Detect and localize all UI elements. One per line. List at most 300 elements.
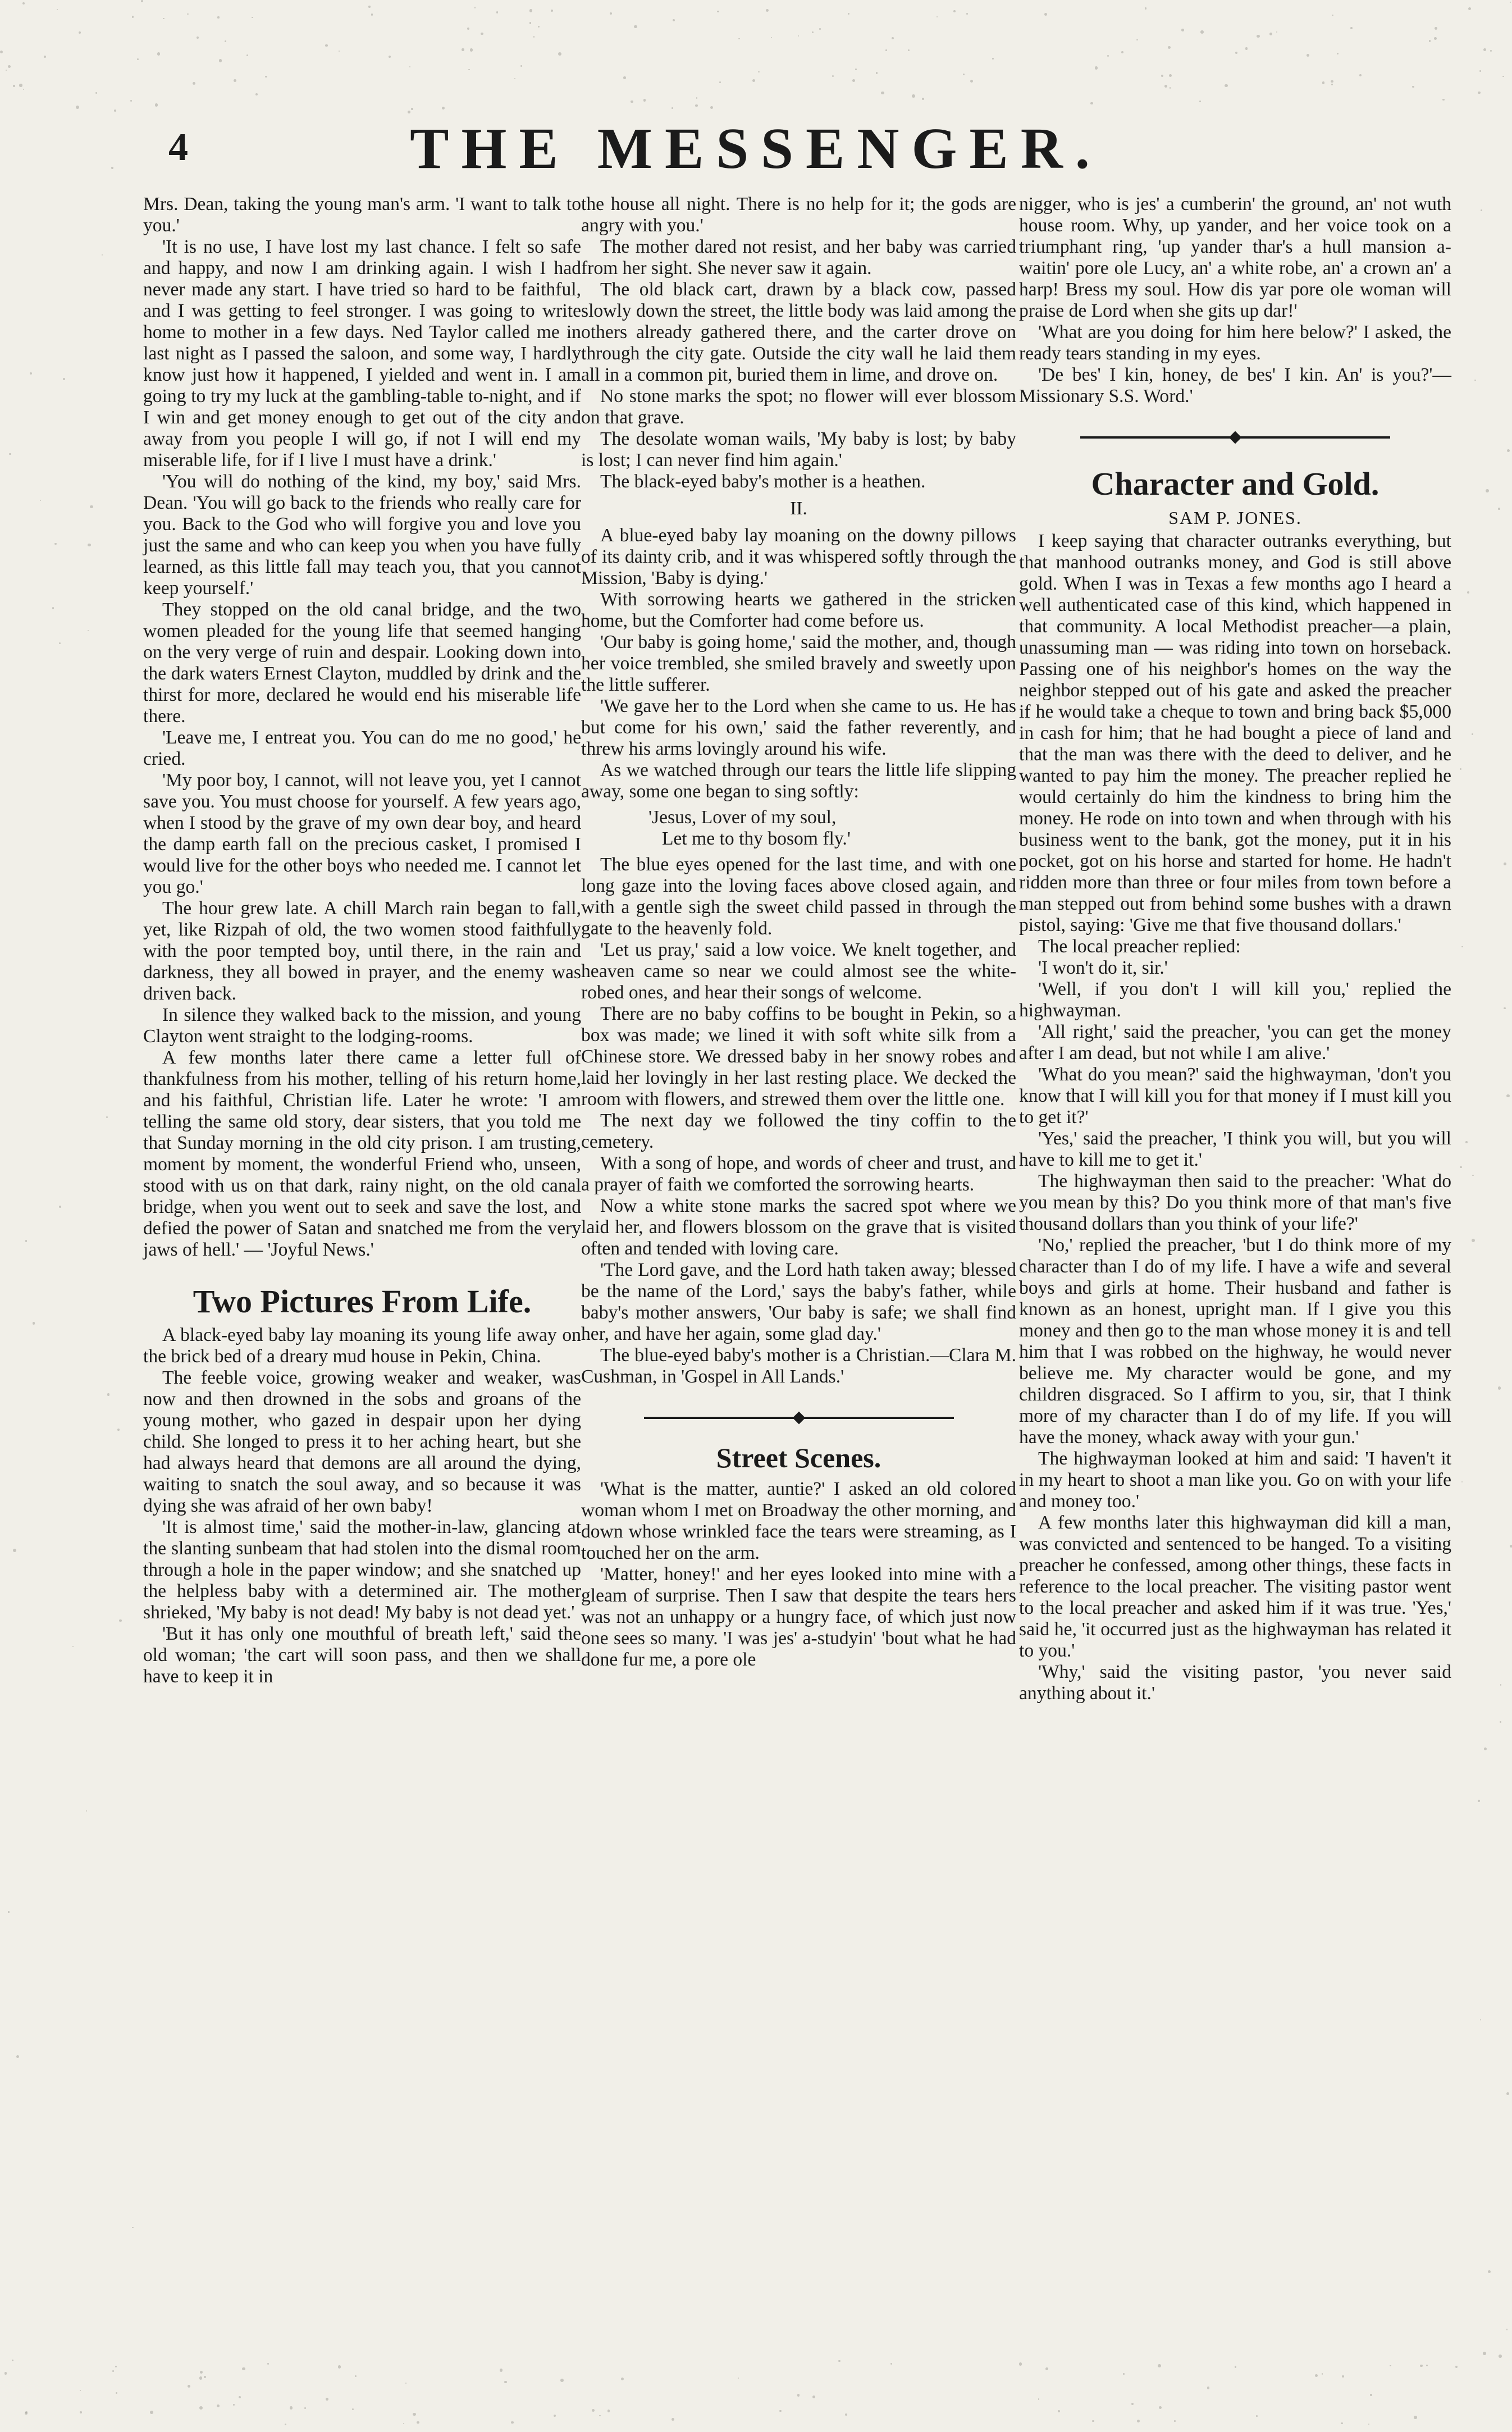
paragraph: The desolate woman wails, 'My baby is lost; by baby is lost; I can never find him again.': [581, 428, 1016, 471]
paper-speck: [1467, 591, 1469, 594]
paper-speck: [592, 2409, 595, 2412]
paper-speck: [514, 78, 515, 79]
paper-speck: [1488, 2270, 1491, 2273]
paper-speck: [1322, 2373, 1323, 2375]
paper-speck: [511, 2421, 514, 2424]
paper-speck: [1502, 76, 1504, 77]
paper-speck: [634, 25, 637, 28]
paper-speck: [25, 1240, 28, 1242]
paper-speck: [233, 2404, 235, 2406]
paper-speck: [163, 18, 164, 19]
paper-speck: [1168, 46, 1171, 49]
paragraph: With sorrowing hearts we gathered in the stricken home, but the Comforter had come before us.: [581, 589, 1016, 631]
paper-speck: [141, 0, 143, 2]
paper-speck: [1504, 1007, 1506, 1010]
paper-speck: [13, 85, 15, 87]
paper-speck: [355, 2375, 357, 2377]
article-heading: Street Scenes.: [716, 1442, 881, 1473]
paper-speck: [157, 52, 160, 55]
masthead: [0, 115, 1512, 199]
paper-speck: [838, 2360, 840, 2362]
paper-speck: [242, 2367, 245, 2370]
paper-speck: [719, 81, 721, 83]
paper-speck: [1472, 733, 1474, 736]
paper-speck: [855, 69, 856, 70]
paper-speck: [1257, 35, 1259, 38]
paragraph: 'The Lord gave, and the Lord hath taken away; blessed be the name of the Lord,' says the baby's father, while baby's mother answers, 'Our baby is safe; we shall find her, and have her again, some glad day.': [581, 1260, 1016, 1344]
paper-speck: [22, 2, 25, 4]
paper-speck: [1472, 1239, 1475, 1242]
paper-speck: [470, 48, 473, 52]
paper-speck: [413, 2413, 415, 2416]
paper-speck: [1045, 2367, 1048, 2370]
paper-speck: [1322, 81, 1325, 84]
paper-speck: [1414, 2416, 1417, 2419]
paper-speck: [111, 167, 113, 169]
paragraph: 'What do you mean?' said the highwayman, 'don't you know that I will kill you for that money if I must kill you to get it?': [1019, 1064, 1451, 1128]
paper-speck: [881, 92, 884, 95]
paper-speck: [1256, 2415, 1258, 2417]
paragraph: 'You will do nothing of the kind, my boy,' said Mrs. Dean. 'You will go back to the friends who really care for you. Back to the God who will forgive you and love you just the same and who can keep you when you have fully learned, as this little fall may teach you, that you cannot keep yourself.': [143, 471, 581, 599]
paper-speck: [442, 107, 445, 109]
paper-speck: [621, 2378, 624, 2380]
paragraph: 'All right,' said the preacher, 'you can get the money after I am dead, but not while I am alive.': [1019, 1021, 1451, 1064]
paper-speck: [1269, 33, 1272, 35]
paper-speck: [1315, 2374, 1318, 2377]
paper-speck: [1412, 86, 1414, 88]
paper-speck: [504, 2381, 506, 2383]
paper-speck: [225, 40, 226, 42]
paper-speck: [1465, 1141, 1468, 1143]
paper-speck: [4, 2372, 7, 2374]
paragraph: 'We gave her to the Lord when she came to us. He has but come for his own,' said the father reverently, and threw his arms lovingly around his wife.: [581, 696, 1016, 759]
paper-speck: [1169, 74, 1172, 77]
paper-speck: [529, 22, 531, 24]
paper-speck: [246, 54, 248, 56]
paper-speck: [529, 9, 533, 12]
paper-speck: [117, 1429, 120, 1431]
paper-speck: [1359, 74, 1362, 76]
paper-speck: [132, 16, 134, 18]
paragraph: The mother dared not resist, and her baby was carried from her sight. She never saw it again.: [581, 236, 1016, 279]
paper-speck: [199, 2376, 202, 2379]
byline: SAM P. JONES.: [1168, 508, 1302, 528]
paper-speck: [86, 1810, 88, 1812]
paper-speck: [1159, 2406, 1162, 2409]
paper-speck: [1136, 39, 1138, 40]
paper-speck: [155, 103, 158, 106]
paper-speck: [845, 2413, 847, 2416]
paper-speck: [819, 28, 821, 30]
paper-speck: [1500, 1684, 1501, 1685]
paper-speck: [607, 2410, 610, 2412]
paper-speck: [1161, 75, 1163, 77]
article-heading: Two Pictures From Life.: [193, 1283, 532, 1320]
paper-speck: [1510, 1545, 1512, 1548]
paper-speck: [908, 49, 910, 52]
paragraph: They stopped on the old canal bridge, and the two women pleaded for the young life that seemed hanging on the very verge of ruin and despair. Looking down into the dark waters Ernest Clayton, muddled by drink and the thirst for more, declared he would end his miserable life there.: [143, 599, 581, 727]
paper-speck: [150, 2411, 153, 2414]
paragraph: 'Our baby is going home,' said the mother, and, though her voice trembled, she smiled bravely and sweetly upon the little sufferer.: [581, 632, 1016, 695]
paper-speck: [1478, 92, 1480, 94]
paper-speck: [1478, 1800, 1480, 1802]
paper-speck: [79, 31, 81, 34]
paper-speck: [187, 13, 189, 15]
paper-speck: [6, 70, 7, 71]
column-3: [1019, 194, 1451, 1704]
paper-speck: [13, 1549, 16, 1552]
paper-speck: [33, 1322, 35, 1325]
paragraph: The next day we followed the tiny coffin to the cemetery.: [581, 1110, 1016, 1152]
paragraph: 'But it has only one mouthful of breath left,' said the old woman; 'the cart will soon pass, and then we shall have to keep it in: [143, 1623, 581, 1687]
paper-speck: [673, 19, 675, 21]
paper-speck: [1331, 84, 1333, 85]
paragraph: A blue-eyed baby lay moaning on the downy pillows of its dainty crib, and it was whispered softly through the Mission, 'Baby is dying.': [581, 525, 1016, 588]
paper-speck: [752, 79, 755, 82]
paper-speck: [80, 2390, 81, 2392]
paper-speck: [779, 2410, 781, 2412]
paper-speck: [1498, 1386, 1501, 1390]
paper-speck: [411, 108, 413, 110]
paper-speck: [115, 2366, 117, 2367]
page-number: 4: [168, 126, 188, 169]
paragraph: 'Let us pray,' said a low voice. We knelt together, and heaven came so near we could almost see the white-robed ones, and hear their songs of welcome.: [581, 939, 1016, 1003]
paper-speck: [1331, 80, 1333, 83]
paper-speck: [1350, 27, 1353, 29]
paper-speck: [255, 93, 258, 95]
paper-speck: [199, 2406, 203, 2410]
paper-speck: [912, 94, 915, 98]
paper-speck: [219, 59, 222, 62]
paper-speck: [1332, 15, 1333, 16]
paragraph: A few months later this highwayman did kill a man, was convicted and sentenced to be hanged. To a visiting preacher he confessed, among other things, these facts in reference to the local preacher. The visiting pastor went to the local preacher and asked him if it was true. 'Yes,' said he, 'it occurred just as the highwayman has related it to you.': [1019, 1512, 1451, 1661]
paper-speck: [1483, 48, 1486, 51]
paragraph: The local preacher replied:: [1038, 936, 1241, 957]
paper-speck: [890, 2363, 892, 2365]
paper-speck: [63, 378, 65, 380]
paper-speck: [953, 10, 956, 12]
paper-speck: [1174, 2420, 1175, 2421]
paper-speck: [12, 2360, 13, 2361]
paper-speck: [217, 2404, 220, 2407]
paper-speck: [1434, 37, 1437, 40]
paper-speck: [217, 16, 219, 18]
paper-speck: [710, 106, 713, 109]
paper-speck: [1207, 2387, 1209, 2389]
paragraph: The blue-eyed baby's mother is a Christian.—Clara M. Cushman, in 'Gospel in All Lands.': [581, 1345, 1016, 1387]
paper-speck: [1500, 1721, 1501, 1723]
paper-speck: [234, 79, 236, 82]
paper-speck: [132, 2227, 133, 2228]
paragraph: nigger, who is jes' a cumberin' the ground, an' not wuth house room. Why, up yander, and her voice took on a triumphant ring, 'up yander thar's a hull mansion a-waitin' pore ole Lucy, an' a white robe, an' a crown an' a harp! Bress my soul. How dis yar pore ole woman will praise de Lord when she gits up dar!': [1019, 194, 1451, 321]
paragraph: 'Why,' said the visiting pastor, 'you never said anything about it.': [1019, 1662, 1451, 1704]
paper-speck: [738, 2378, 739, 2379]
paper-speck: [1507, 449, 1510, 452]
paper-speck: [304, 2407, 305, 2408]
verse-line: Let me to thy bosom fly.': [662, 828, 851, 849]
paper-speck: [1426, 2365, 1428, 2366]
paragraph: There are no baby coffins to be bought in Pekin, so a box was made; we lined it with soft white silk from a Chinese store. We dressed baby in her snowy robes and laid her lovingly in her last resting place. We decked the room with flowers, and strewed them over the little one.: [581, 1003, 1016, 1110]
paper-speck: [1370, 2394, 1372, 2396]
paper-speck: [1090, 102, 1093, 104]
paper-speck: [758, 71, 760, 73]
paper-speck: [57, 9, 58, 10]
paragraph: Now a white stone marks the sacred spot where we laid her, and flowers blossom on the grave that is visited often and tended with loving care.: [581, 1196, 1016, 1259]
paper-speck: [970, 80, 973, 83]
paper-speck: [1095, 66, 1098, 70]
paper-speck: [239, 2396, 241, 2398]
paper-speck: [812, 2396, 816, 2399]
paper-speck: [417, 2421, 419, 2424]
paper-speck: [696, 97, 697, 98]
paragraph: 'De bes' I kin, honey, de bes' I kin. An' is you?'—Missionary S.S. Word.': [1019, 364, 1451, 407]
paper-speck: [966, 13, 968, 15]
paper-speck: [1307, 54, 1309, 57]
paper-speck: [54, 543, 57, 545]
paper-speck: [107, 1393, 109, 1395]
paragraph: 'Yes,' said the preacher, 'I think you will, but you will have to kill me to get it.': [1019, 1128, 1451, 1170]
paper-speck: [551, 10, 553, 12]
paragraph: the house all night. There is no help for it; the gods are angry with you.': [581, 194, 1016, 236]
paragraph: 'My poor boy, I cannot, will not leave you, yet I cannot save you. You must choose for yourself. A few years ago, when I stood by the grave of my own dear boy, and heard the damp earth fall on the precious casket, I promised I would live for the other boys who needed me. I cannot let you go.': [143, 770, 581, 897]
paper-speck: [9, 453, 11, 455]
section-number: II.: [790, 498, 807, 519]
paper-speck: [52, 607, 54, 609]
paper-speck: [285, 2424, 286, 2425]
paragraph: Mrs. Dean, taking the young man's arm. 'I want to talk to you.': [143, 194, 581, 236]
column-1: [143, 194, 581, 1687]
paper-speck: [1121, 51, 1123, 53]
paper-speck: [112, 2370, 114, 2372]
paper-speck: [44, 56, 46, 58]
paper-speck: [643, 99, 646, 101]
paper-speck: [1341, 2422, 1343, 2425]
paper-speck: [8, 1911, 10, 1913]
paper-speck: [1442, 99, 1445, 101]
paper-speck: [1342, 2375, 1344, 2378]
paper-speck: [23, 89, 24, 90]
paper-speck: [1490, 50, 1492, 52]
paper-speck: [25, 2412, 28, 2415]
paragraph: The highwayman looked at him and said: 'I haven't it in my heart to shoot a man like you. Go on with your life and money too.': [1019, 1448, 1451, 1512]
paper-speck: [1484, 1747, 1487, 1750]
paper-speck: [188, 2385, 190, 2388]
section-divider: [581, 1412, 1016, 1423]
paper-speck: [1460, 768, 1461, 770]
paragraph: 'What are you doing for him here below?' I asked, the ready tears standing in my eyes.: [1019, 322, 1451, 364]
paper-speck: [1225, 84, 1227, 87]
paper-speck: [1429, 40, 1431, 42]
paper-speck: [500, 2369, 503, 2371]
paper-speck: [538, 26, 540, 28]
paper-speck: [1131, 2403, 1134, 2405]
paper-speck: [468, 69, 469, 70]
paragraph: 'I won't do it, sir.': [1038, 957, 1168, 978]
paper-speck: [717, 11, 719, 13]
paper-speck: [1479, 70, 1481, 72]
paper-speck: [338, 2365, 341, 2368]
paper-speck: [672, 2418, 674, 2421]
paper-speck: [672, 107, 673, 109]
paper-speck: [0, 51, 3, 53]
paper-speck: [30, 372, 32, 375]
paper-speck: [1235, 2366, 1236, 2367]
paragraph: 'Matter, honey!' and her eyes looked into mine with a gleam of surprise. Then I saw that despite the tears hers was not an unhappy or a hungry face, of which just now one sees so many. 'I was jes' a-studyin' 'bout what he had done fur me, a pore ole: [581, 1564, 1016, 1670]
paper-speck: [137, 58, 139, 60]
paragraph: The old black cart, drawn by a black cow, passed slowly down the street, the little body was laid among the others already gathered there, and the carter drove on through the city gate. Outside the city wall he laid them all in a common pit, buried them in lime, and drove on.: [581, 279, 1016, 385]
paper-speck: [352, 2408, 354, 2410]
paragraph: The blue eyes opened for the last time, and with one long gaze into the loving faces above closed again, and with a gentle sigh the sweet child passed in through the gate to the heavenly fold.: [581, 854, 1016, 939]
paper-speck: [876, 72, 878, 74]
paragraph: As we watched through our tears the little life slipping away, some one began to sing softly:: [581, 760, 1016, 802]
paper-speck: [481, 33, 483, 35]
paragraph: A black-eyed baby lay moaning its young life away on the brick bed of a dreary mud house in Pekin, China.: [143, 1325, 581, 1367]
paper-speck: [1506, 2092, 1509, 2095]
paper-speck: [59, 1206, 61, 1208]
paper-speck: [1092, 2420, 1094, 2422]
paragraph: 'No,' replied the preacher, 'but I do think more of my character than I do of my life. I have a wife and several boys and girls at home. Their husband and father is known as an honest, upright man. If I give you this money and then go to the man whose money it is and tell him that I was robbed on the highway, he would never believe me. My character would be gone, and my children disgraced. So I affirm to you, sir, that I think more of my character than I do of my life. If you will have the money, whack away with your gun.': [1019, 1235, 1451, 1448]
paper-speck: [1499, 2355, 1502, 2358]
paper-speck: [252, 17, 253, 19]
paper-speck: [19, 84, 22, 86]
verse-line: 'Jesus, Lover of my soul,: [648, 807, 837, 828]
paper-speck: [80, 2411, 82, 2413]
paper-speck: [1158, 2364, 1161, 2367]
publication-title: THE MESSENGER.: [410, 116, 1102, 181]
paper-speck: [1480, 2019, 1482, 2021]
paper-speck: [1510, 2, 1511, 3]
paragraph: 'It is almost time,' said the mother-in-law, glancing at the slanting sunbeam that had stolen into the dismal room through a hole in the paper window; and she snatched up the helpless baby with a determined air. The mother shrieked, 'My baby is not dead! My baby is not dead yet.': [143, 1517, 581, 1623]
paper-speck: [922, 98, 924, 100]
paper-speck: [72, 1646, 74, 1647]
paper-speck: [409, 66, 410, 67]
paper-speck: [1199, 101, 1201, 102]
paper-speck: [1200, 30, 1204, 34]
paragraph: A few months later there came a letter full of thankfulness from his mother, telling of his return home, and his faithful, Christian life. Later he wrote: 'I am telling the same old story, dear sisters, that you told me that Sunday morning in the old city prison. I am trusting, moment by moment, the wonderful Friend who, unseen, stood with us on that dark, rainy night, on the old canal bridge, when you went out to seek and save the lost, and defied the power of Satan and snatched me from the very jaws of hell.' — 'Joyful News.': [143, 1047, 581, 1260]
paper-speck: [963, 74, 965, 75]
paper-speck: [1145, 7, 1147, 10]
paper-speck: [599, 2415, 600, 2416]
paper-speck: [193, 82, 195, 85]
paper-speck: [114, 109, 116, 112]
paragraph: The black-eyed baby's mother is a heathen.: [600, 471, 926, 492]
paper-speck: [325, 44, 328, 47]
paper-speck: [130, 100, 132, 102]
paper-speck: [8, 65, 11, 68]
paper-speck: [197, 36, 199, 39]
paper-speck: [533, 36, 535, 38]
paper-speck: [1504, 863, 1506, 865]
paper-speck: [102, 254, 103, 255]
paper-speck: [88, 630, 89, 631]
paper-speck: [1455, 2366, 1458, 2368]
paper-speck: [1181, 29, 1184, 31]
paper-speck: [16, 2055, 19, 2058]
paper-speck: [405, 2383, 406, 2384]
paragraph: 'It is no use, I have lost my last chance. I felt so safe and happy, and now I am drinking again. I wish I had never made any start. I have tried so hard to be faithful, and I was getting to feel stronger. I was going to write home to mother in a few days. Ned Taylor called me in last night as I passed the saloon, and some way, I hardly know just how it happened, I yielded and went in. I am going to try my luck at the gambling-table to-night, and if I win and get money enough to get out of the city and away from you people I will go, if not I will end my miserable life, for if I live I must have a drink.': [143, 236, 581, 471]
paper-speck: [1420, 2365, 1423, 2367]
paper-speck: [462, 48, 464, 51]
paper-speck: [40, 500, 41, 501]
paper-speck: [403, 2423, 404, 2424]
paper-speck: [474, 7, 476, 8]
paper-speck: [76, 106, 79, 109]
paper-speck: [1435, 27, 1437, 30]
paper-speck: [389, 56, 391, 58]
paper-speck: [1506, 1094, 1509, 1097]
paper-speck: [520, 65, 522, 67]
paragraph: 'Well, if you don't I will kill you,' replied the highwayman.: [1019, 979, 1451, 1021]
paper-speck: [1461, 1481, 1463, 1483]
article-heading: Character and Gold.: [1091, 466, 1379, 502]
paper-speck: [560, 2379, 564, 2382]
paper-speck: [1368, 2424, 1369, 2425]
paper-speck: [738, 38, 739, 39]
paragraph: With a song of hope, and words of cheer and trust, and a prayer of faith we comforted the sorrowing hearts.: [581, 1153, 1016, 1195]
paper-speck: [1276, 31, 1277, 33]
paper-speck: [371, 13, 373, 15]
paper-speck: [1506, 2329, 1508, 2330]
paper-speck: [106, 1116, 108, 1118]
paper-speck: [368, 6, 370, 7]
paper-speck: [267, 2363, 269, 2365]
paper-speck: [1107, 55, 1109, 57]
paper-speck: [1044, 13, 1047, 16]
paper-speck: [408, 111, 410, 113]
paper-speck: [766, 9, 769, 12]
paragraph: 'What is the matter, auntie?' I asked an old colored woman whom I met on Broadway the other morning, and down whose wrinkled face the tears were streaming, as I touched her on the arm.: [581, 1479, 1016, 1563]
paper-speck: [265, 76, 267, 77]
paper-speck: [1123, 2373, 1125, 2375]
paper-speck: [204, 2376, 206, 2378]
paper-speck: [852, 79, 855, 82]
paper-speck: [95, 92, 97, 94]
paper-speck: [1486, 489, 1489, 492]
paper-speck: [1019, 2362, 1022, 2366]
section-divider: [1019, 432, 1451, 443]
paper-speck: [1137, 2420, 1140, 2422]
paper-speck: [1058, 2410, 1060, 2412]
paper-speck: [1481, 209, 1482, 211]
paragraph: The feeble voice, growing weaker and weaker, was now and then drowned in the sobs and groans of the young mother, who gazed in despair upon her dying child. She longed to press it to her aching heart, but she had always heard that demons are all around the dying, waiting to snatch the soul away, and so because it was dying she was afraid of her own baby!: [143, 1367, 581, 1516]
paper-speck: [832, 75, 834, 77]
column-2: [581, 194, 1016, 1671]
paragraph: I keep saying that character outranks everything, but that manhood outranks money, and God is still above gold. When I was in Texas a few months ago I heard a well authenticated case of this kind, which happened in that community. A local Methodist preacher—a plain, unassuming man — was riding into town on horseback. Passing one of his neighbor's homes on the way the neighbor stepped out of his gate and asked the preacher if he would take a cheque to town and bring back $5,000 in cash for him; that he had bought a piece of land and that the man was there with the deed to deliver, and he wanted to pay him the money. The preacher replied he would certainly do him the kindness to bring him the money. He rode on into town and when through with his business went to the bank, got the money, put it in his pocket, got on his horse and started for home. He hadn't ridden more than three or four miles from town before a man stepped out from behind some bushes with a drawn pistol, saying: 'Give me that five thousand dollars.': [1019, 531, 1451, 936]
paper-speck: [937, 16, 938, 17]
paper-speck: [1337, 53, 1339, 54]
paper-speck: [812, 31, 814, 33]
paper-speck: [90, 505, 93, 509]
paper-speck: [1472, 1175, 1473, 1176]
paper-speck: [290, 2406, 293, 2410]
paper-speck: [992, 58, 994, 60]
paper-speck: [771, 37, 772, 38]
paper-speck: [1245, 47, 1248, 49]
paper-speck: [623, 76, 626, 79]
paper-speck: [88, 544, 91, 547]
paper-speck: [1474, 380, 1476, 381]
paper-speck: [1460, 1166, 1461, 1168]
paper-speck: [326, 2398, 328, 2401]
paper-speck: [496, 11, 499, 13]
paper-speck: [339, 51, 340, 52]
paper-speck: [798, 35, 799, 36]
paragraph: The highwayman then said to the preacher: 'What do you mean by this? Do you think more of that man's five thousand dollars than you think of your life?': [1019, 1171, 1451, 1234]
paper-speck: [467, 28, 469, 30]
paper-speck: [848, 13, 849, 15]
paper-speck: [116, 2392, 117, 2394]
paper-speck: [1164, 85, 1167, 88]
